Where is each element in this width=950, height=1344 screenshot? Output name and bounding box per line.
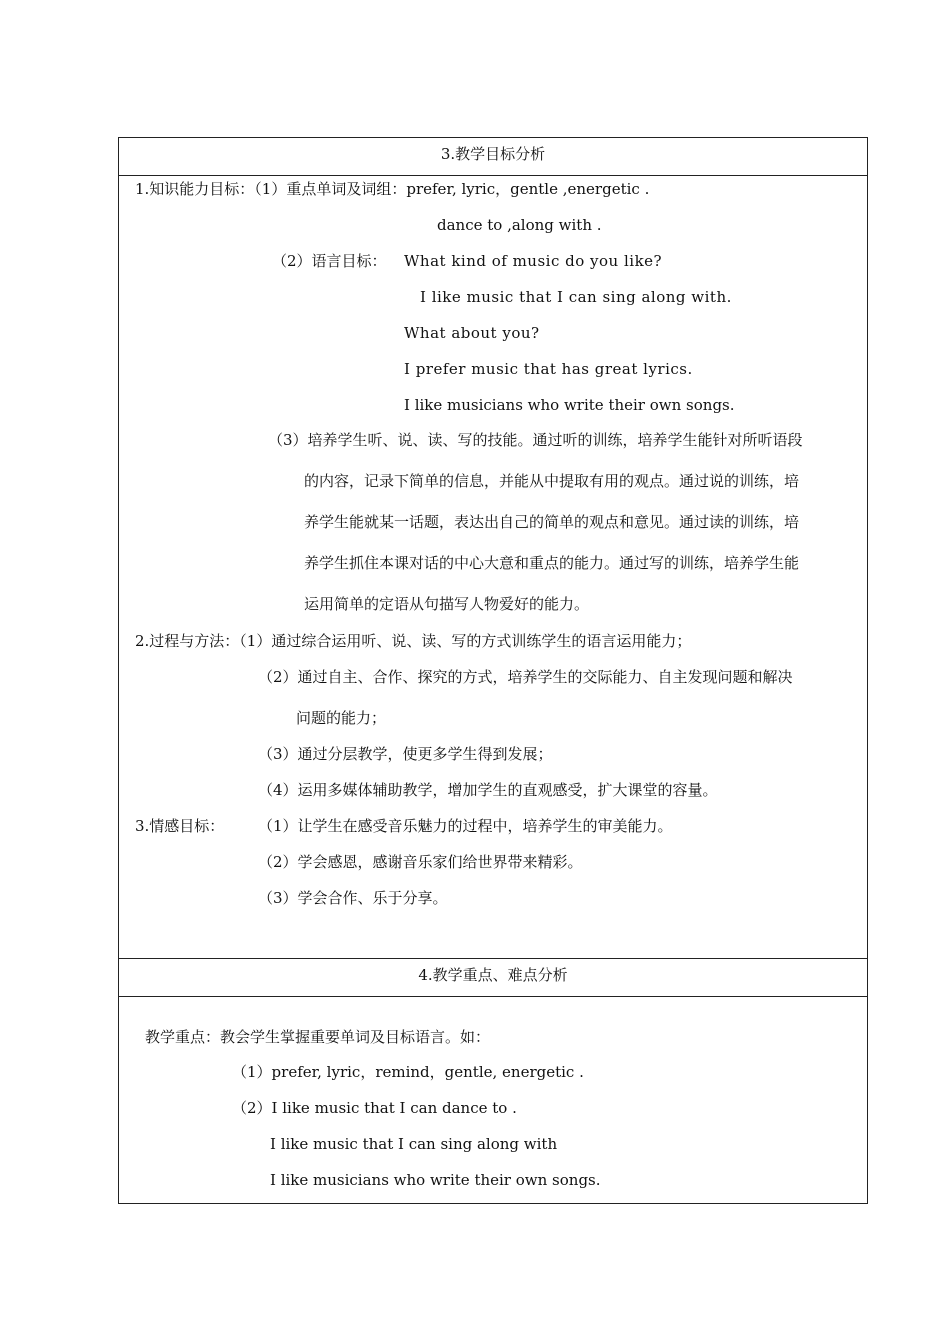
divider <box>118 996 868 997</box>
example-sentence: I like music that I can sing along with. <box>420 288 732 306</box>
emotion-goal-line: （1）让学生在感受音乐魅力的过程中，培养学生的审美能力。 <box>258 817 673 835</box>
process-goal-line: （3）通过分层教学，使更多学生得到发展； <box>258 745 553 763</box>
process-goal-line: 2.过程与方法：（1）通过综合运用听、说、读、写的方式训练学生的语言运用能力； <box>135 632 692 650</box>
key-point-line: I like musicians who write their own songs. <box>270 1171 601 1189</box>
key-points-intro: 教学重点：教会学生掌握重要单词及目标语言。如： <box>145 1028 491 1046</box>
emotion-goal-line: （2）学会感恩，感谢音乐家们给世界带来精彩。 <box>258 853 583 871</box>
key-point-line: （1）prefer, lyric，remind，gentle, energetic . <box>232 1063 584 1081</box>
section-header: 4.教学重点、难点分析 <box>418 966 568 984</box>
divider <box>118 958 868 959</box>
process-goal-line: （4）运用多媒体辅助教学，增加学生的直观感受，扩大课堂的容量。 <box>258 781 718 799</box>
emotion-goal-label: 3.情感目标： <box>135 817 225 835</box>
key-point-line: （2）I like music that I can dance to . <box>232 1099 517 1117</box>
skills-paragraph-line: 养学生抓住本课对话的中心大意和重点的能力。通过写的训练，培养学生能 <box>304 554 800 572</box>
knowledge-goal-line: 1.知识能力目标：（1）重点单词及词组：prefer, lyric，gentle ,energetic . <box>135 180 650 198</box>
key-point-line: I like music that I can sing along with <box>270 1135 558 1153</box>
divider <box>118 175 868 176</box>
language-goal-label: （2）语言目标： <box>272 252 387 270</box>
emotion-goal-line: （3）学会合作、乐于分享。 <box>258 889 448 907</box>
example-sentence: What about you? <box>404 324 540 342</box>
skills-paragraph-line: 的内容，记录下简单的信息，并能从中提取有用的观点。通过说的训练，培 <box>304 472 800 490</box>
example-sentence: I prefer music that has great lyrics. <box>404 360 693 378</box>
skills-paragraph-line: （3）培养学生听、说、读、写的技能。通过听的训练，培养学生能针对所听语段 <box>268 431 803 449</box>
process-goal-line: 问题的能力； <box>296 709 387 727</box>
section-header: 3.教学目标分析 <box>440 145 546 163</box>
example-sentence: What kind of music do you like? <box>404 252 663 270</box>
skills-paragraph-line: 养学生能就某一话题，表达出自己的简单的观点和意见。通过读的训练，培 <box>304 513 800 531</box>
example-sentence: I like musicians who write their own songs. <box>404 396 735 414</box>
process-goal-line: （2）通过自主、合作、探究的方式，培养学生的交际能力、自主发现问题和解决 <box>258 668 793 686</box>
skills-paragraph-line: 运用简单的定语从句描写人物爱好的能力。 <box>304 595 590 613</box>
knowledge-goal-line: dance to ,along with . <box>437 216 602 234</box>
